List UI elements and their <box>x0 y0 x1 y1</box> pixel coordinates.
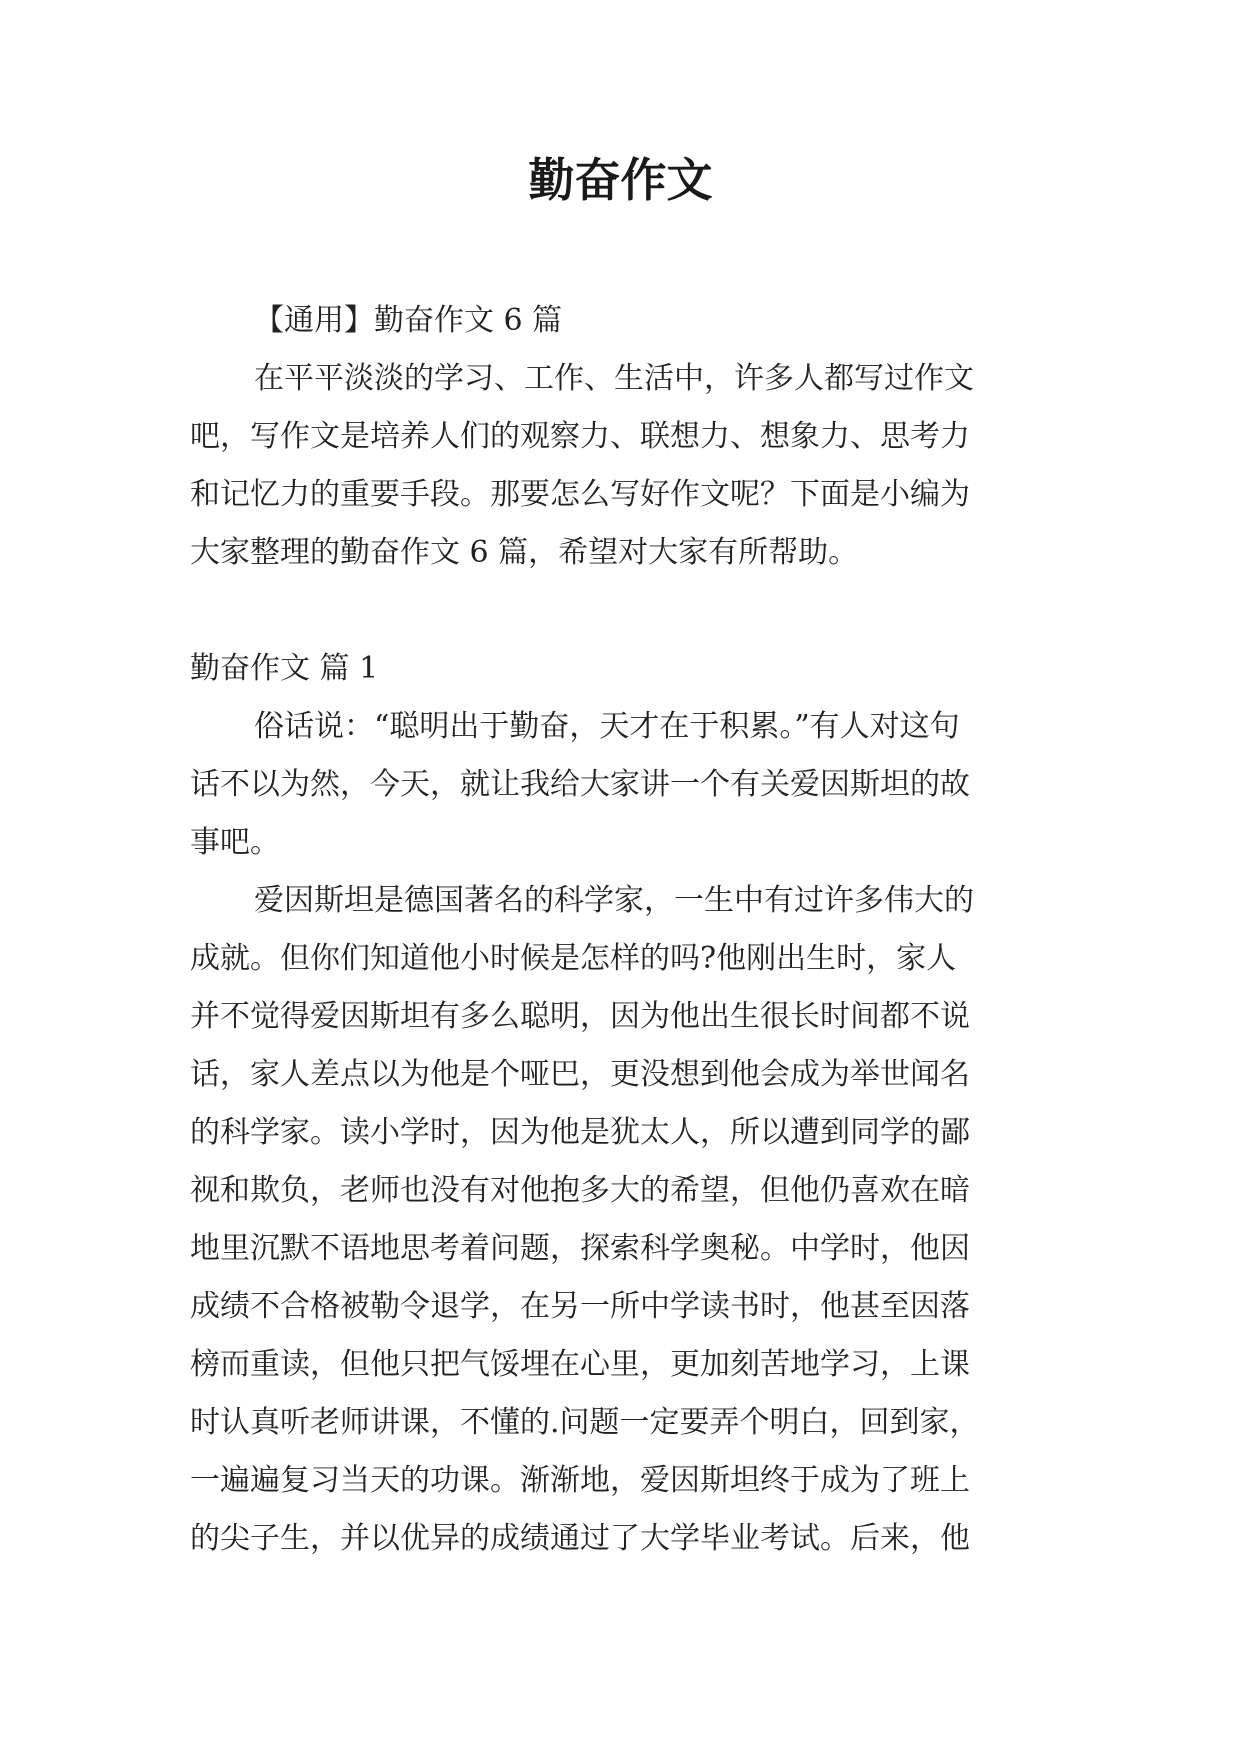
paragraph-line: 的尖子生，并以优异的成绩通过了大学毕业考试。后来，他 <box>190 1521 970 1556</box>
paragraph-line: 事吧。 <box>190 825 280 860</box>
paragraph-line: 成就。但你们知道他小时候是怎样的吗?他刚出生时，家人 <box>190 941 957 976</box>
paragraph-line: 榜而重读，但他只把气馁埋在心里，更加刻苦地学习，上课 <box>190 1347 970 1382</box>
intro-line: 在平平淡淡的学习、工作、生活中，许多人都写过作文 <box>254 361 974 396</box>
paragraph-line: 话，家人差点以为他是个哑巴，更没想到他会成为举世闻名 <box>190 1057 970 1092</box>
paragraph-line: 话不以为然，今天，就让我给大家讲一个有关爱因斯坦的故 <box>190 767 970 802</box>
paragraph-line: 的科学家。读小学时，因为他是犹太人，所以遭到同学的鄙 <box>190 1115 970 1150</box>
intro-line: 吧，写作文是培养人们的观察力、联想力、想象力、思考力 <box>190 419 970 454</box>
paragraph-line: 地里沉默不语地思考着问题，探索科学奥秘。中学时，他因 <box>190 1231 970 1266</box>
subtitle: 【通用】勤奋作文 6 篇 <box>254 303 563 338</box>
intro-line: 和记忆力的重要手段。那要怎么写好作文呢？下面是小编为 <box>190 477 970 512</box>
section-heading: 勤奋作文 篇 1 <box>190 651 379 686</box>
paragraph-line: 时认真听老师讲课，不懂的.问题一定要弄个明白，回到家， <box>190 1405 980 1440</box>
page-title: 勤奋作文 <box>528 153 713 207</box>
intro-block <box>190 292 1055 582</box>
article-block <box>190 640 1055 1568</box>
paragraph-line: 成绩不合格被勒令退学，在另一所中学读书时，他甚至因落 <box>190 1289 970 1324</box>
paragraph-line: 俗话说：“聪明出于勤奋，天才在于积累。”有人对这句 <box>254 709 960 744</box>
paragraph-line: 并不觉得爱因斯坦有多么聪明，因为他出生很长时间都不说 <box>190 999 970 1034</box>
intro-line: 大家整理的勤奋作文 6 篇，希望对大家有所帮助。 <box>190 535 859 570</box>
paragraph-line: 视和欺负，老师也没有对他抱多大的希望，但他仍喜欢在暗 <box>190 1173 970 1208</box>
paragraph-line: 爱因斯坦是德国著名的科学家，一生中有过许多伟大的 <box>254 883 974 918</box>
paragraph-line: 一遍遍复习当天的功课。渐渐地，爱因斯坦终于成为了班上 <box>190 1463 970 1498</box>
